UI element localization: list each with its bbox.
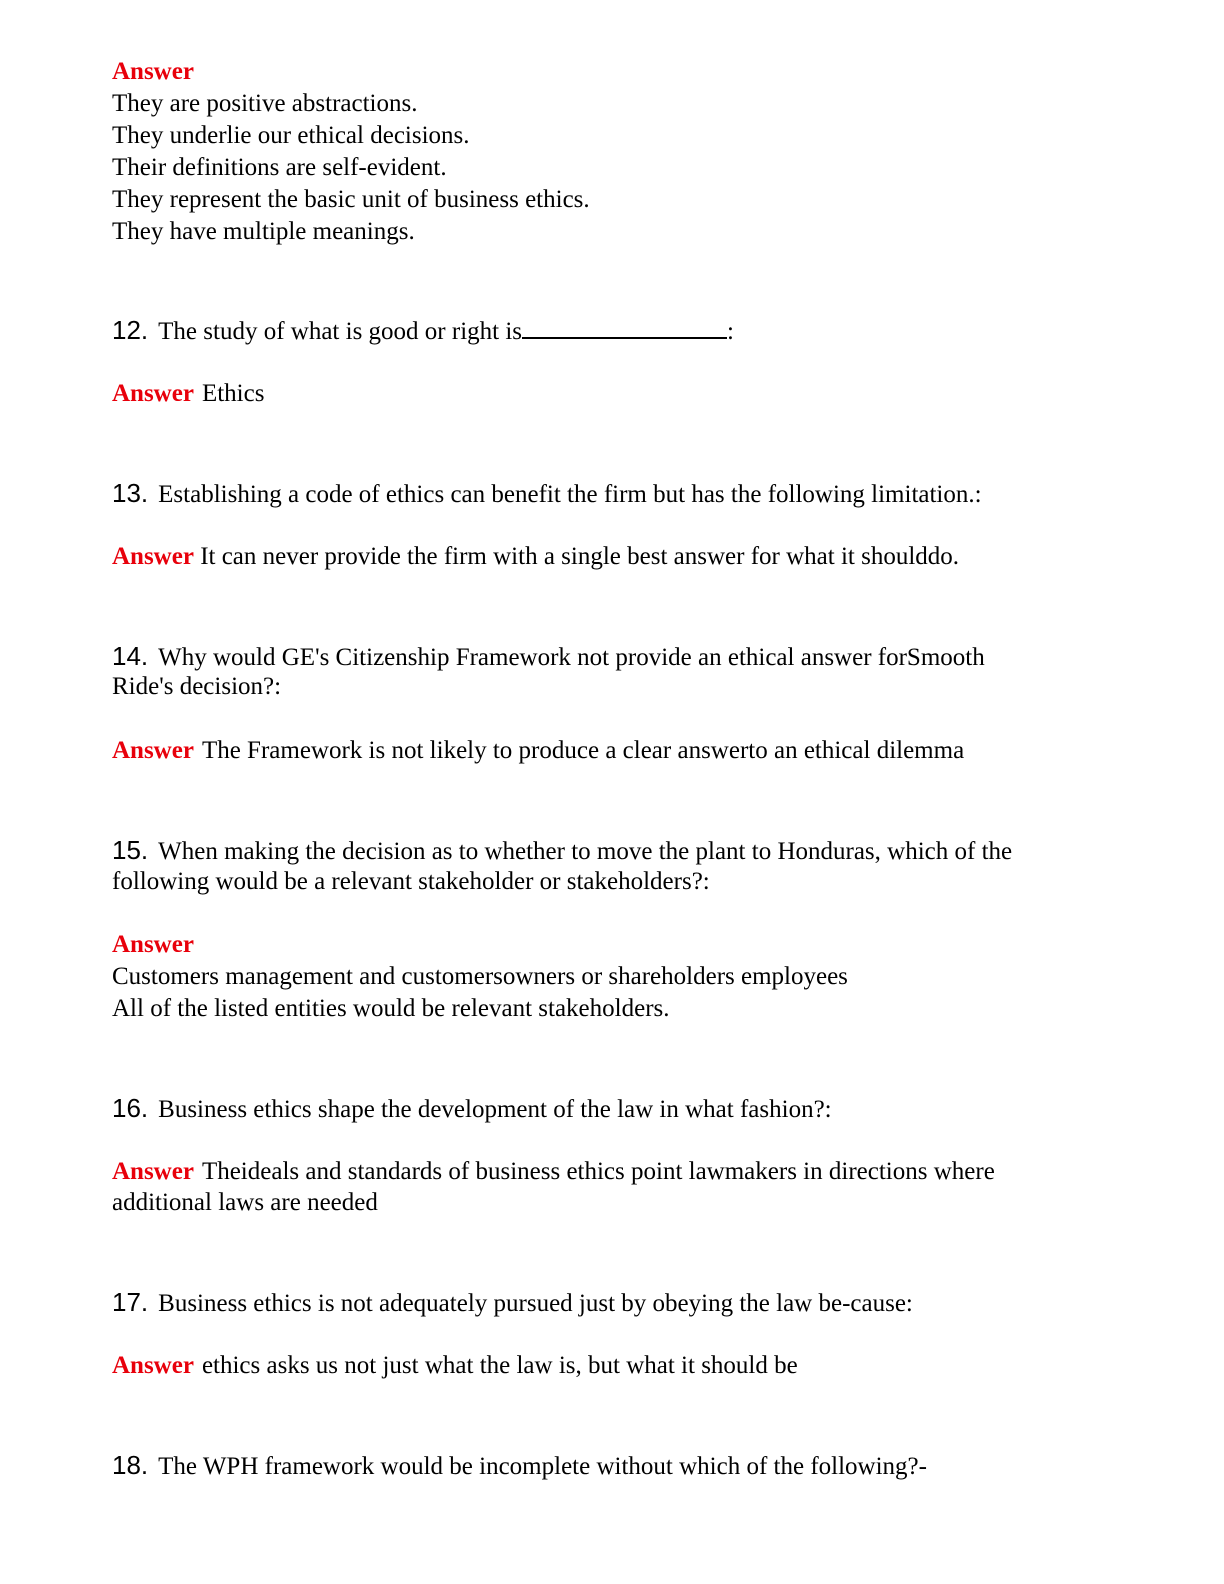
answer-label: Answer: [112, 543, 194, 570]
question-17: [112, 1286, 913, 1320]
answer-option: They represent the basic unit of business ethics.: [112, 186, 590, 213]
question-text: The WPH framework would be incomplete without which of the following?-: [158, 1453, 927, 1480]
question-15: [112, 834, 1012, 868]
answer-12: [112, 378, 264, 410]
answer-text: The Framework is not likely to produce a clear answerto an ethical dilemma: [201, 737, 965, 764]
answer-option: They are positive abstractions.: [112, 90, 418, 117]
question-number: 17.: [112, 1287, 149, 1317]
question-18: [112, 1449, 927, 1483]
answer-text: Theideals and standards of business ethics point lawmakers in directions where: [201, 1158, 995, 1185]
answer-text: Customers management and customersowners or shareholders employees: [112, 963, 848, 990]
question-number: 14.: [112, 641, 149, 671]
answer-text: additional laws are needed: [112, 1189, 378, 1216]
answer-text: ethics asks us not just what the law is, but what it should be: [201, 1352, 798, 1379]
question-text: When making the decision as to whether to move the plant to Honduras, which of the: [158, 838, 1013, 865]
fill-in-blank: [522, 317, 727, 339]
answer-option: Their definitions are self-evident.: [112, 154, 447, 181]
answer-16: [112, 1156, 995, 1188]
answer-14: [112, 735, 964, 767]
answer-text: All of the listed entities would be relevant stakeholders.: [112, 995, 670, 1022]
question-text: Business ethics shape the development of the law in what fashion?:: [158, 1096, 832, 1123]
question-number: 12.: [112, 315, 149, 345]
question-number: 18.: [112, 1450, 149, 1480]
question-text: Why would GE's Citizenship Framework not provide an ethical answer forSmooth: [158, 644, 985, 671]
question-15-cont: following would be a relevant stakeholder or stakeholders?:: [112, 868, 710, 895]
answer-label: Answer: [112, 1158, 194, 1185]
answer-text: It can never provide the firm with a single best answer for what it shoulddo.: [200, 543, 960, 570]
answer-option: They have multiple meanings.: [112, 218, 415, 245]
question-number: 13.: [112, 478, 149, 508]
question-text: The study of what is good or right is: [158, 318, 523, 345]
answer-label: Answer: [112, 737, 194, 764]
answer-label: Answer: [112, 380, 194, 407]
answer-text: Ethics: [201, 380, 265, 407]
question-14-cont: Ride's decision?:: [112, 673, 282, 700]
answer-17: [112, 1350, 798, 1382]
question-text: Business ethics is not adequately pursued just by obeying the law be-cause:: [158, 1290, 913, 1317]
answer-label: Answer: [112, 1352, 194, 1379]
answer-13: [112, 541, 959, 573]
question-12: [112, 314, 734, 348]
question-text: Establishing a code of ethics can benefit the firm but has the following limitation.:: [158, 481, 982, 508]
question-end: :: [727, 318, 734, 345]
answer-option: They underlie our ethical decisions.: [112, 122, 470, 149]
answer-label: Answer: [112, 931, 194, 958]
question-number: 16.: [112, 1093, 149, 1123]
question-14: [112, 640, 985, 674]
question-16: [112, 1092, 832, 1126]
question-number: 15.: [112, 835, 149, 865]
question-13: [112, 477, 982, 511]
answer-label: Answer: [112, 58, 194, 85]
